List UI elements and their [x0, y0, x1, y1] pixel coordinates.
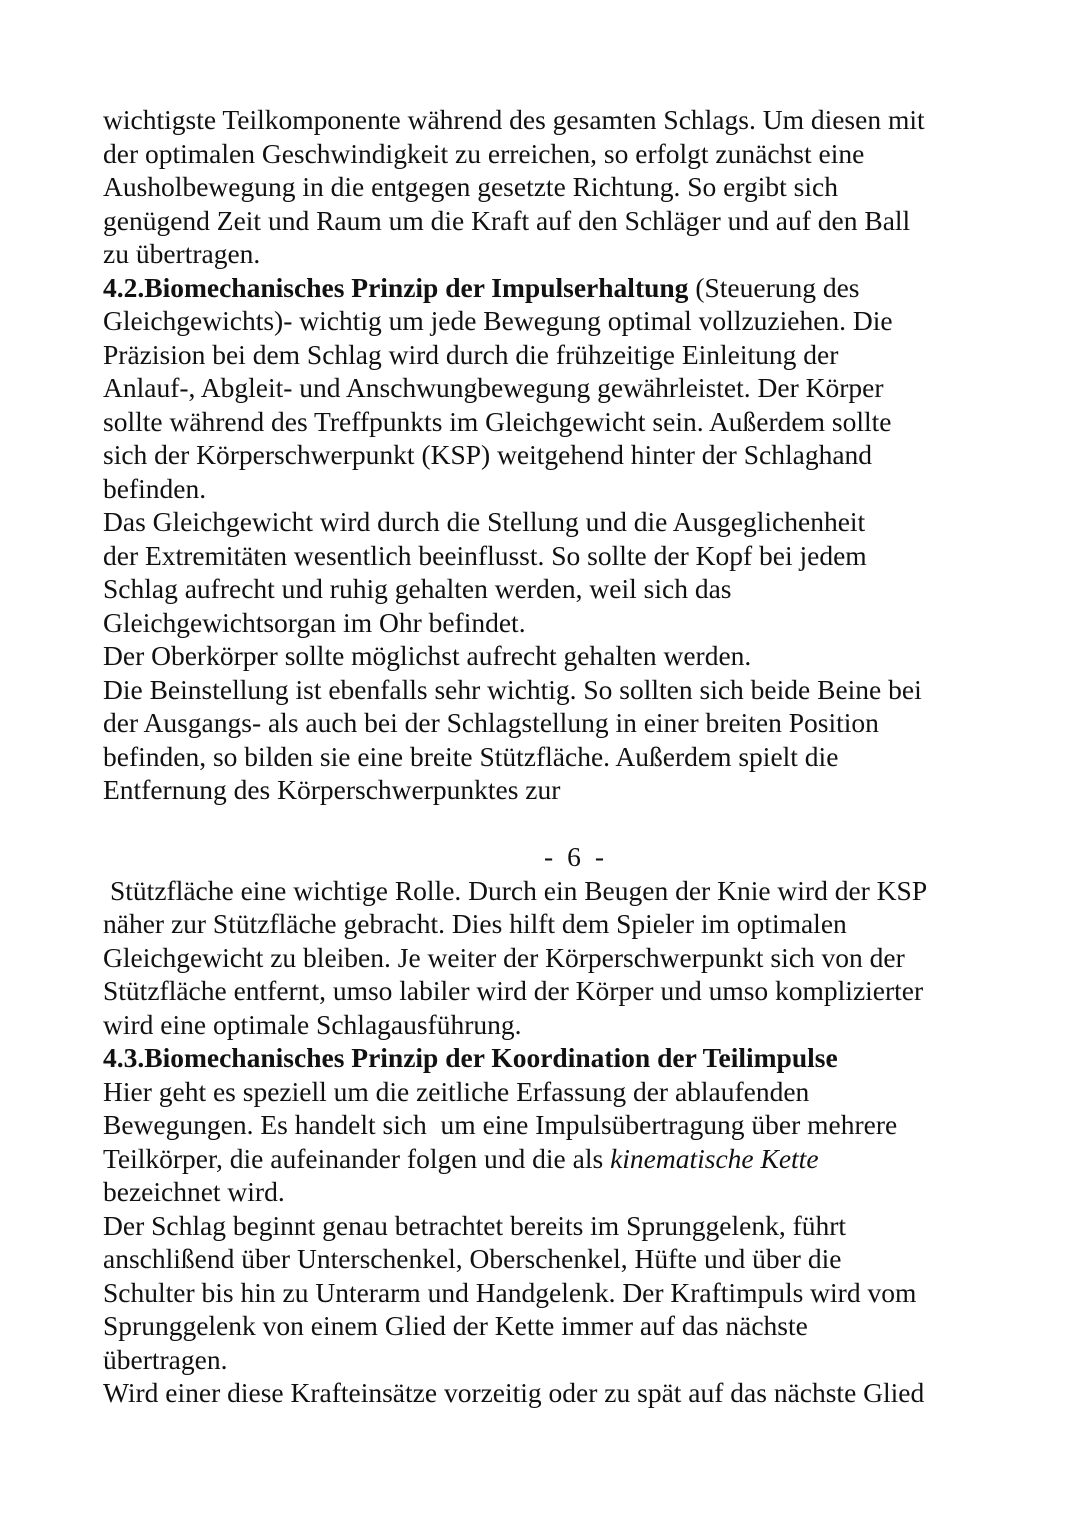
- section-heading-suffix: (Steuerung des: [688, 271, 860, 303]
- text-line: sollte während des Treffpunkts im Gleichgewicht sein. Außerdem sollte: [103, 405, 892, 437]
- text-line: Hier geht es speziell um die zeitliche Erfassung der ablaufenden: [103, 1075, 810, 1107]
- text-line: der Ausgangs- als auch bei der Schlagstellung in einer breiten Position: [103, 707, 879, 738]
- text-line: Schulter bis hin zu Unterarm und Handgelenk. Der Kraftimpuls wird vom: [103, 1276, 917, 1308]
- text-line: der Extremitäten wesentlich beeinflusst. So sollte der Kopf bei jedem: [103, 539, 867, 571]
- text-line: Ausholbewegung in die entgegen gesetzte Richtung. So ergibt sich: [103, 171, 838, 202]
- text-line: übertragen.: [103, 1343, 228, 1375]
- text-line: Gleichgewichtsorgan im Ohr befindet.: [103, 606, 526, 638]
- text-line: Entfernung des Körperschwerpunktes zur: [103, 774, 561, 805]
- page-number-dash-left: -: [543, 841, 554, 872]
- text-line: sich der Körperschwerpunkt (KSP) weitgehend hinter der Schlaghand: [103, 439, 873, 470]
- text-line: zu übertragen.: [103, 238, 261, 269]
- text-line: befinden.: [103, 472, 207, 504]
- text-line: Das Gleichgewicht wird durch die Stellung und die Ausgeglichenheit: [103, 506, 866, 537]
- text-line: Gleichgewicht zu bleiben. Je weiter der Körperschwerpunkt sich von der: [103, 941, 905, 973]
- text-line-with-term: [103, 1142, 1003, 1176]
- text-line: Anlauf-, Abgleit- und Anschwungbewegung gewährleistet. Der Körper: [103, 372, 884, 403]
- text-line: befinden, so bilden sie eine breite Stützfläche. Außerdem spielt die: [103, 740, 839, 772]
- text-line: Der Oberkörper sollte möglichst aufrecht gehalten werden.: [103, 640, 752, 671]
- text-line: Stützfläche entfernt, umso labiler wird der Körper und umso komplizierter: [103, 975, 924, 1006]
- section-4-2-heading-line: [103, 271, 1003, 305]
- text-line: Der Schlag beginnt genau betrachtet bereits im Sprunggelenk, führt: [103, 1209, 847, 1241]
- italic-term: kinematische Kette: [610, 1142, 819, 1174]
- text-line: anschlißend über Unterschenkel, Oberschenkel, Hüfte und über die: [103, 1243, 842, 1274]
- blank-line: [103, 807, 1003, 841]
- text-line: Sprunggelenk von einem Glied der Kette immer auf das nächste: [103, 1310, 808, 1341]
- text-line: Schlag aufrecht und ruhig gehalten werden, weil sich das: [103, 573, 732, 604]
- text-line: Bewegungen. Es handelt sich um eine Impulsübertragung über mehrere: [103, 1109, 898, 1140]
- text-line-prefix: Teilkörper, die aufeinander folgen und die als: [103, 1142, 611, 1174]
- section-heading: 4.2.Biomechanisches Prinzip der Impulserhaltung: [103, 271, 689, 303]
- text-line: wird eine optimale Schlagausführung.: [103, 1008, 522, 1040]
- text-line: genügend Zeit und Raum um die Kraft auf den Schläger und auf den Ball: [103, 204, 911, 236]
- section-heading: 4.3.Biomechanisches Prinzip der Koordination der Teilimpulse: [103, 1042, 838, 1073]
- text-line: Stützfläche eine wichtige Rolle. Durch ein Beugen der Knie wird der KSP: [110, 874, 928, 906]
- text-line: Präzision bei dem Schlag wird durch die frühzeitige Einleitung der: [103, 338, 839, 370]
- text-line: Wird einer diese Krafteinsätze vorzeitig oder zu spät auf das nächste Glied: [103, 1377, 925, 1408]
- text-line: wichtigste Teilkomponente während des gesamten Schlags. Um diesen mit: [103, 104, 925, 135]
- text-line: Gleichgewichts)- wichtig um jede Bewegung optimal vollzuziehen. Die: [103, 305, 893, 336]
- page-number: [103, 840, 1003, 874]
- text-line: bezeichnet wird.: [103, 1176, 285, 1207]
- text-line: Die Beinstellung ist ebenfalls sehr wichtig. So sollten sich beide Beine bei: [103, 673, 922, 705]
- text-line: der optimalen Geschwindigkeit zu erreichen, so erfolgt zunächst eine: [103, 137, 865, 169]
- page-number-value: 6: [567, 841, 581, 872]
- document-page: [103, 103, 1003, 1410]
- page-number-dash-right: -: [594, 841, 605, 872]
- text-line: näher zur Stützfläche gebracht. Dies hilft dem Spieler im optimalen: [103, 908, 847, 939]
